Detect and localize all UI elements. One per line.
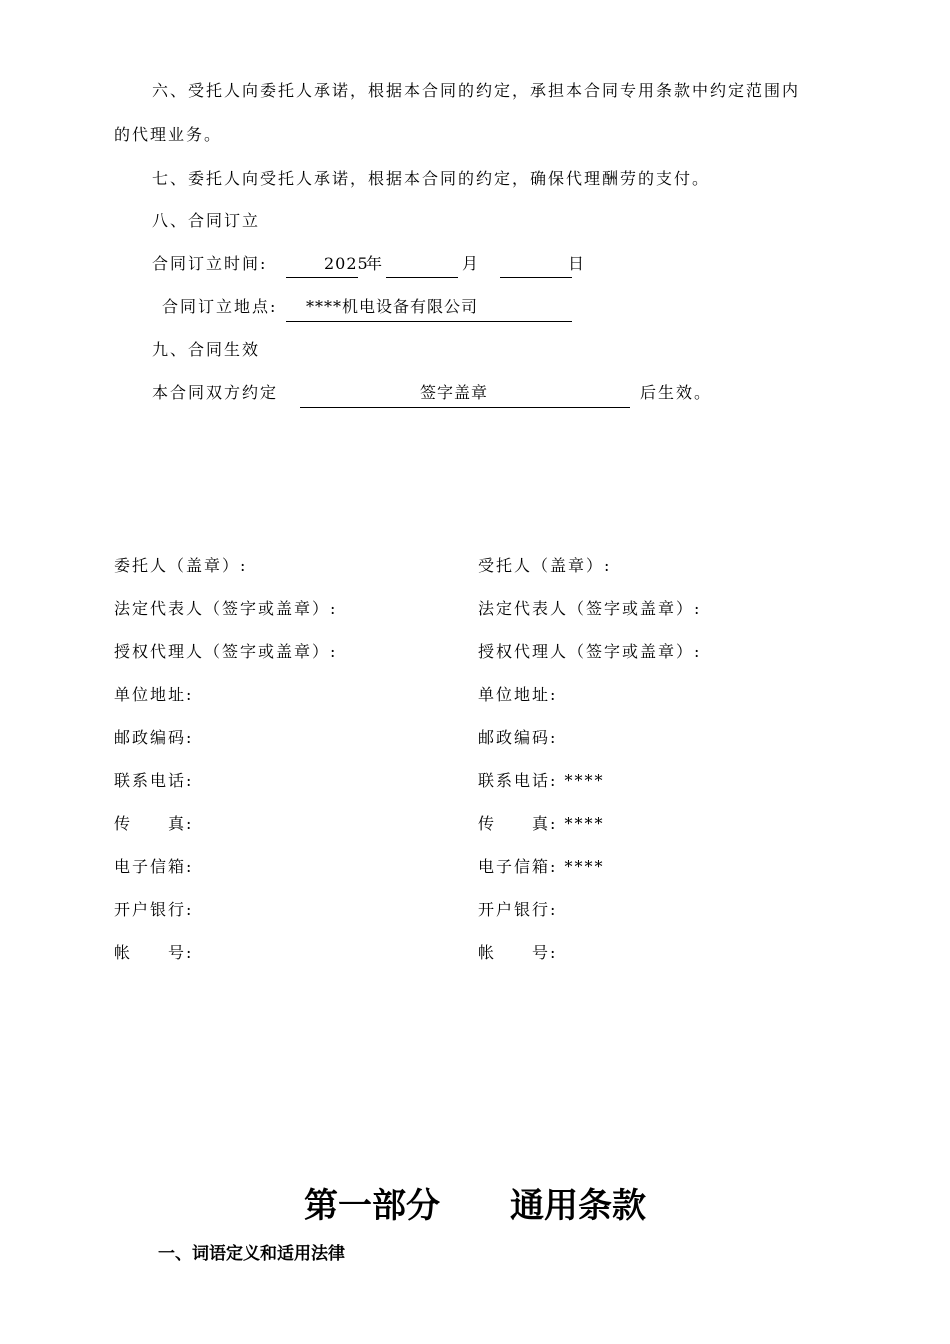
- right-sig-line: 单位地址:: [478, 685, 558, 704]
- part-title: [0, 1184, 950, 1228]
- left-sig-line: 电子信箱:: [114, 857, 194, 876]
- right-sig-line: 传 真: ****: [478, 814, 605, 833]
- left-sig-line: 联系电话:: [114, 771, 194, 790]
- day-unit: 日: [568, 254, 586, 273]
- effect-suffix: 后生效。: [640, 383, 713, 402]
- right-sig-line: 邮政编码:: [478, 728, 558, 747]
- contract-place-label: 合同订立地点:: [162, 297, 278, 316]
- right-sig-line: 联系电话: ****: [478, 771, 605, 790]
- month-unit: 月: [462, 254, 480, 273]
- clause-eight-heading: 八、合同订立: [152, 211, 261, 230]
- year-underline: [286, 277, 358, 278]
- year-unit: 年: [366, 254, 384, 273]
- contract-time-label: 合同订立时间:: [152, 254, 268, 273]
- effect-value: 签字盖章: [420, 383, 489, 402]
- clause-nine-heading: 九、合同生效: [152, 340, 261, 359]
- clause-seven: 七、委托人向受托人承诺，根据本合同的约定，确保代理酬劳的支付。: [152, 169, 711, 188]
- right-sig-line: 法定代表人（签字或盖章）:: [478, 599, 702, 618]
- year-value: 2025: [324, 254, 369, 273]
- part-name: 通用条款: [510, 1186, 646, 1226]
- left-sig-line: 授权代理人（签字或盖章）:: [114, 642, 338, 661]
- right-sig-line: 帐 号:: [478, 943, 558, 962]
- left-sig-line: 邮政编码:: [114, 728, 194, 747]
- right-sig-line: 受托人（盖章）:: [478, 556, 612, 575]
- day-underline: [500, 277, 572, 278]
- clause-six-line1: 六、受托人向委托人承诺，根据本合同的约定，承担本合同专用条款中约定范围内: [152, 81, 801, 100]
- left-sig-line: 委托人（盖章）:: [114, 556, 248, 575]
- left-sig-line: 法定代表人（签字或盖章）:: [114, 599, 338, 618]
- month-underline: [386, 277, 458, 278]
- right-sig-line: 开户银行:: [478, 900, 558, 919]
- clause-six-line2: 的代理业务。: [114, 125, 223, 144]
- effect-underline: [300, 407, 630, 408]
- right-sig-line: 电子信箱: ****: [478, 857, 605, 876]
- place-underline: [286, 321, 572, 322]
- section-heading: 一、词语定义和适用法律: [158, 1244, 345, 1264]
- part-number: 第一部分: [304, 1186, 440, 1226]
- left-sig-line: 单位地址:: [114, 685, 194, 704]
- contract-place-value: ****机电设备有限公司: [306, 297, 479, 316]
- left-sig-line: 帐 号:: [114, 943, 194, 962]
- left-sig-line: 传 真:: [114, 814, 194, 833]
- left-sig-line: 开户银行:: [114, 900, 194, 919]
- effect-prefix: 本合同双方约定: [152, 383, 279, 402]
- right-sig-line: 授权代理人（签字或盖章）:: [478, 642, 702, 661]
